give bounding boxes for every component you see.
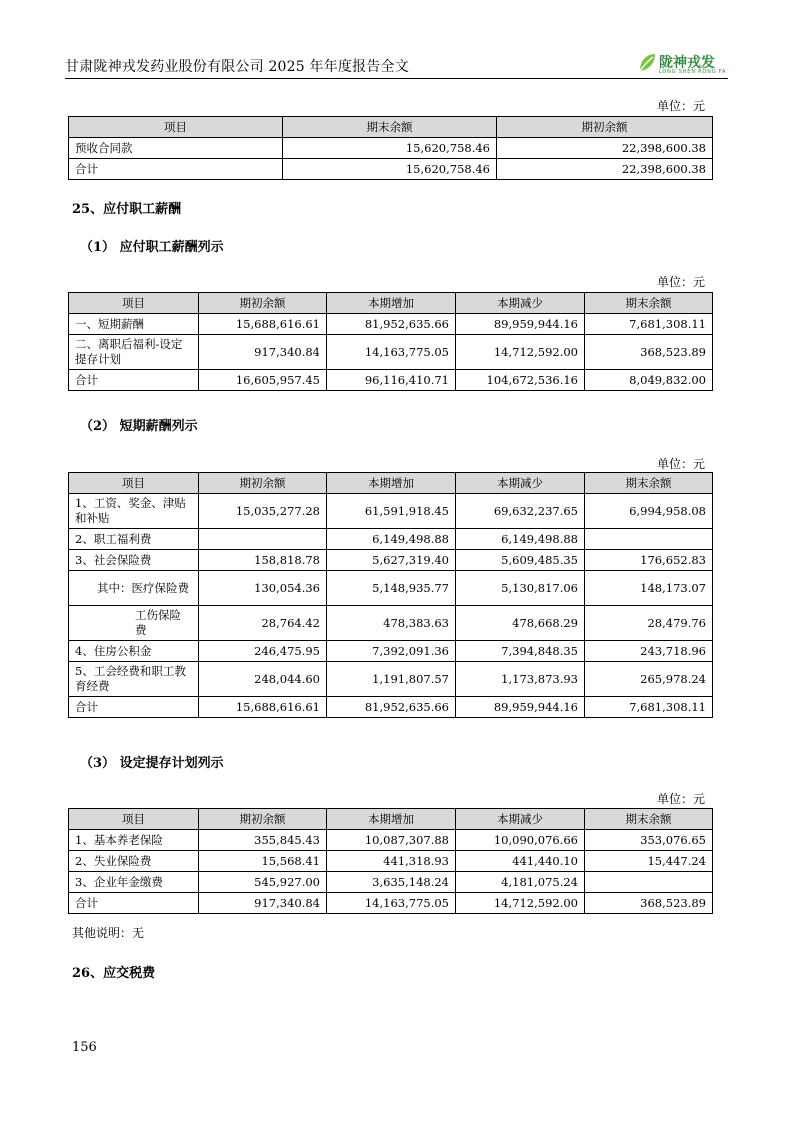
table-row xyxy=(69,662,713,697)
cell-value: 441,318.93 xyxy=(327,851,456,872)
contract-liabilities-table xyxy=(68,116,713,180)
row-label: 4、住房公积金 xyxy=(69,641,199,662)
cell-value: 104,672,536.16 xyxy=(456,370,585,391)
table-row xyxy=(69,872,713,893)
page-number: 156 xyxy=(72,1040,97,1055)
table-row xyxy=(69,314,713,335)
col-header: 项目 xyxy=(69,473,199,494)
row-label: 2、职工福利费 xyxy=(69,529,199,550)
row-label: 合计 xyxy=(69,697,199,718)
row-label: 合计 xyxy=(69,893,199,914)
cell-value: 5,627,319.40 xyxy=(327,550,456,571)
cell-value: 355,845.43 xyxy=(199,830,327,851)
col-header: 本期减少 xyxy=(456,293,585,314)
col-header: 项目 xyxy=(69,293,199,314)
unit-label: 单位：元 xyxy=(656,99,705,113)
table-row xyxy=(69,830,713,851)
cell-value: 478,668.29 xyxy=(456,606,585,641)
row-label: 二、离职后福利-设定提存计划 xyxy=(69,335,199,370)
cell-value: 14,712,592.00 xyxy=(456,893,585,914)
defined-contribution-table xyxy=(68,808,713,914)
cell-value: 10,090,076.66 xyxy=(456,830,585,851)
subsection-heading: （3） 设定提存计划列示 xyxy=(80,756,224,771)
section-heading: 26、应交税费 xyxy=(72,966,156,981)
cell-value: 7,394,848.35 xyxy=(456,641,585,662)
col-header: 项目 xyxy=(69,117,283,138)
cell-value: 1,173,873.93 xyxy=(456,662,585,697)
cell-value: 22,398,600.38 xyxy=(497,159,713,180)
table-row xyxy=(69,606,713,641)
col-header: 期末余额 xyxy=(585,809,713,830)
cell-value: 69,632,237.65 xyxy=(456,494,585,529)
cell-value: 441,440.10 xyxy=(456,851,585,872)
logo-brand-text: 陇神戎发 xyxy=(659,55,715,71)
col-header: 期初余额 xyxy=(199,293,327,314)
col-header: 本期增加 xyxy=(327,473,456,494)
row-label: 3、社会保险费 xyxy=(69,550,199,571)
table-row-total xyxy=(69,370,713,391)
cell-value: 243,718.96 xyxy=(585,641,713,662)
cell-value: 15,620,758.46 xyxy=(283,159,497,180)
subsection-heading: （2） 短期薪酬列示 xyxy=(80,419,198,434)
table-row-total xyxy=(69,697,713,718)
cell-value: 89,959,944.16 xyxy=(456,697,585,718)
unit-label: 单位：元 xyxy=(656,792,705,806)
cell-value: 158,818.78 xyxy=(199,550,327,571)
cell-value: 6,994,958.08 xyxy=(585,494,713,529)
cell-value: 545,927.00 xyxy=(199,872,327,893)
cell-value xyxy=(585,872,713,893)
table-row xyxy=(69,550,713,571)
table-row-total xyxy=(69,893,713,914)
table-row xyxy=(69,138,713,159)
logo-sub-text: LONG SHEN RONG FA xyxy=(659,69,727,75)
cell-value: 176,652.83 xyxy=(585,550,713,571)
row-label: 其中：医疗保险费 xyxy=(69,571,199,606)
table-row xyxy=(69,851,713,872)
cell-value: 7,681,308.11 xyxy=(585,314,713,335)
cell-value: 248,044.60 xyxy=(199,662,327,697)
cell-value: 7,392,091.36 xyxy=(327,641,456,662)
row-label: 1、基本养老保险 xyxy=(69,830,199,851)
cell-value: 1,191,807.57 xyxy=(327,662,456,697)
other-note: 其他说明：无 xyxy=(72,926,145,940)
cell-value xyxy=(199,529,327,550)
report-header-title: 甘肃陇神戎发药业股份有限公司 2025 年年度报告全文 xyxy=(65,59,409,75)
cell-value: 89,959,944.16 xyxy=(456,314,585,335)
cell-value: 15,447.24 xyxy=(585,851,713,872)
cell-value: 917,340.84 xyxy=(199,893,327,914)
cell-value: 5,148,935.77 xyxy=(327,571,456,606)
table-header-row xyxy=(69,293,713,314)
cell-value: 478,383.63 xyxy=(327,606,456,641)
cell-value: 81,952,635.66 xyxy=(327,697,456,718)
cell-value xyxy=(585,529,713,550)
cell-value: 265,978.24 xyxy=(585,662,713,697)
table-row-total xyxy=(69,159,713,180)
cell-value: 15,568.41 xyxy=(199,851,327,872)
col-header: 期末余额 xyxy=(283,117,497,138)
table-row xyxy=(69,641,713,662)
cell-value: 368,523.89 xyxy=(585,335,713,370)
cell-value: 28,479.76 xyxy=(585,606,713,641)
cell-value: 10,087,307.88 xyxy=(327,830,456,851)
table-header-row xyxy=(69,809,713,830)
col-header: 期初余额 xyxy=(497,117,713,138)
table-header-row xyxy=(69,473,713,494)
cell-value: 14,163,775.05 xyxy=(327,893,456,914)
table-row xyxy=(69,529,713,550)
cell-value: 4,181,075.24 xyxy=(456,872,585,893)
cell-value: 148,173.07 xyxy=(585,571,713,606)
col-header: 本期增加 xyxy=(327,809,456,830)
table-row xyxy=(69,494,713,529)
col-header: 项目 xyxy=(69,809,199,830)
header-rule xyxy=(65,78,728,79)
row-label: 合计 xyxy=(69,370,199,391)
cell-value: 61,591,918.45 xyxy=(327,494,456,529)
cell-value: 353,076.65 xyxy=(585,830,713,851)
unit-label: 单位：元 xyxy=(656,275,705,289)
row-label: 5、工会经费和职工教育经费 xyxy=(69,662,199,697)
col-header: 期初余额 xyxy=(199,473,327,494)
cell-value: 3,635,148.24 xyxy=(327,872,456,893)
col-header: 期初余额 xyxy=(199,809,327,830)
cell-value: 6,149,498.88 xyxy=(456,529,585,550)
cell-value: 15,688,616.61 xyxy=(199,314,327,335)
cell-value: 130,054.36 xyxy=(199,571,327,606)
row-label: 一、短期薪酬 xyxy=(69,314,199,335)
cell-value: 8,049,832.00 xyxy=(585,370,713,391)
cell-value: 917,340.84 xyxy=(199,335,327,370)
section-heading: 25、应付职工薪酬 xyxy=(72,202,182,217)
cell-value: 6,149,498.88 xyxy=(327,529,456,550)
row-label: 1、工资、奖金、津贴和补贴 xyxy=(69,494,199,529)
row-label: 合计 xyxy=(69,159,283,180)
cell-value: 28,764.42 xyxy=(199,606,327,641)
table-row xyxy=(69,335,713,370)
row-label: 3、企业年金缴费 xyxy=(69,872,199,893)
col-header: 期末余额 xyxy=(585,293,713,314)
subsection-heading: （1） 应付职工薪酬列示 xyxy=(80,240,224,255)
cell-value: 96,116,410.71 xyxy=(327,370,456,391)
cell-value: 15,620,758.46 xyxy=(283,138,497,159)
company-logo xyxy=(637,52,729,76)
col-header: 本期减少 xyxy=(456,809,585,830)
cell-value: 16,605,957.45 xyxy=(199,370,327,391)
col-header: 期末余额 xyxy=(585,473,713,494)
row-label: 工伤保险费 xyxy=(69,606,199,641)
col-header: 本期增加 xyxy=(327,293,456,314)
cell-value: 15,688,616.61 xyxy=(199,697,327,718)
cell-value: 14,163,775.05 xyxy=(327,335,456,370)
leaf-logo-icon xyxy=(637,52,657,74)
cell-value: 22,398,600.38 xyxy=(497,138,713,159)
col-header: 本期减少 xyxy=(456,473,585,494)
payroll-payable-table xyxy=(68,292,713,391)
cell-value: 81,952,635.66 xyxy=(327,314,456,335)
table-row xyxy=(69,571,713,606)
cell-value: 14,712,592.00 xyxy=(456,335,585,370)
cell-value: 5,609,485.35 xyxy=(456,550,585,571)
unit-label: 单位：元 xyxy=(656,457,705,471)
cell-value: 7,681,308.11 xyxy=(585,697,713,718)
row-label: 2、失业保险费 xyxy=(69,851,199,872)
cell-value: 246,475.95 xyxy=(199,641,327,662)
cell-value: 5,130,817.06 xyxy=(456,571,585,606)
cell-value: 15,035,277.28 xyxy=(199,494,327,529)
cell-value: 368,523.89 xyxy=(585,893,713,914)
row-label: 预收合同款 xyxy=(69,138,283,159)
table-header-row xyxy=(69,117,713,138)
short-term-payroll-table xyxy=(68,472,713,718)
